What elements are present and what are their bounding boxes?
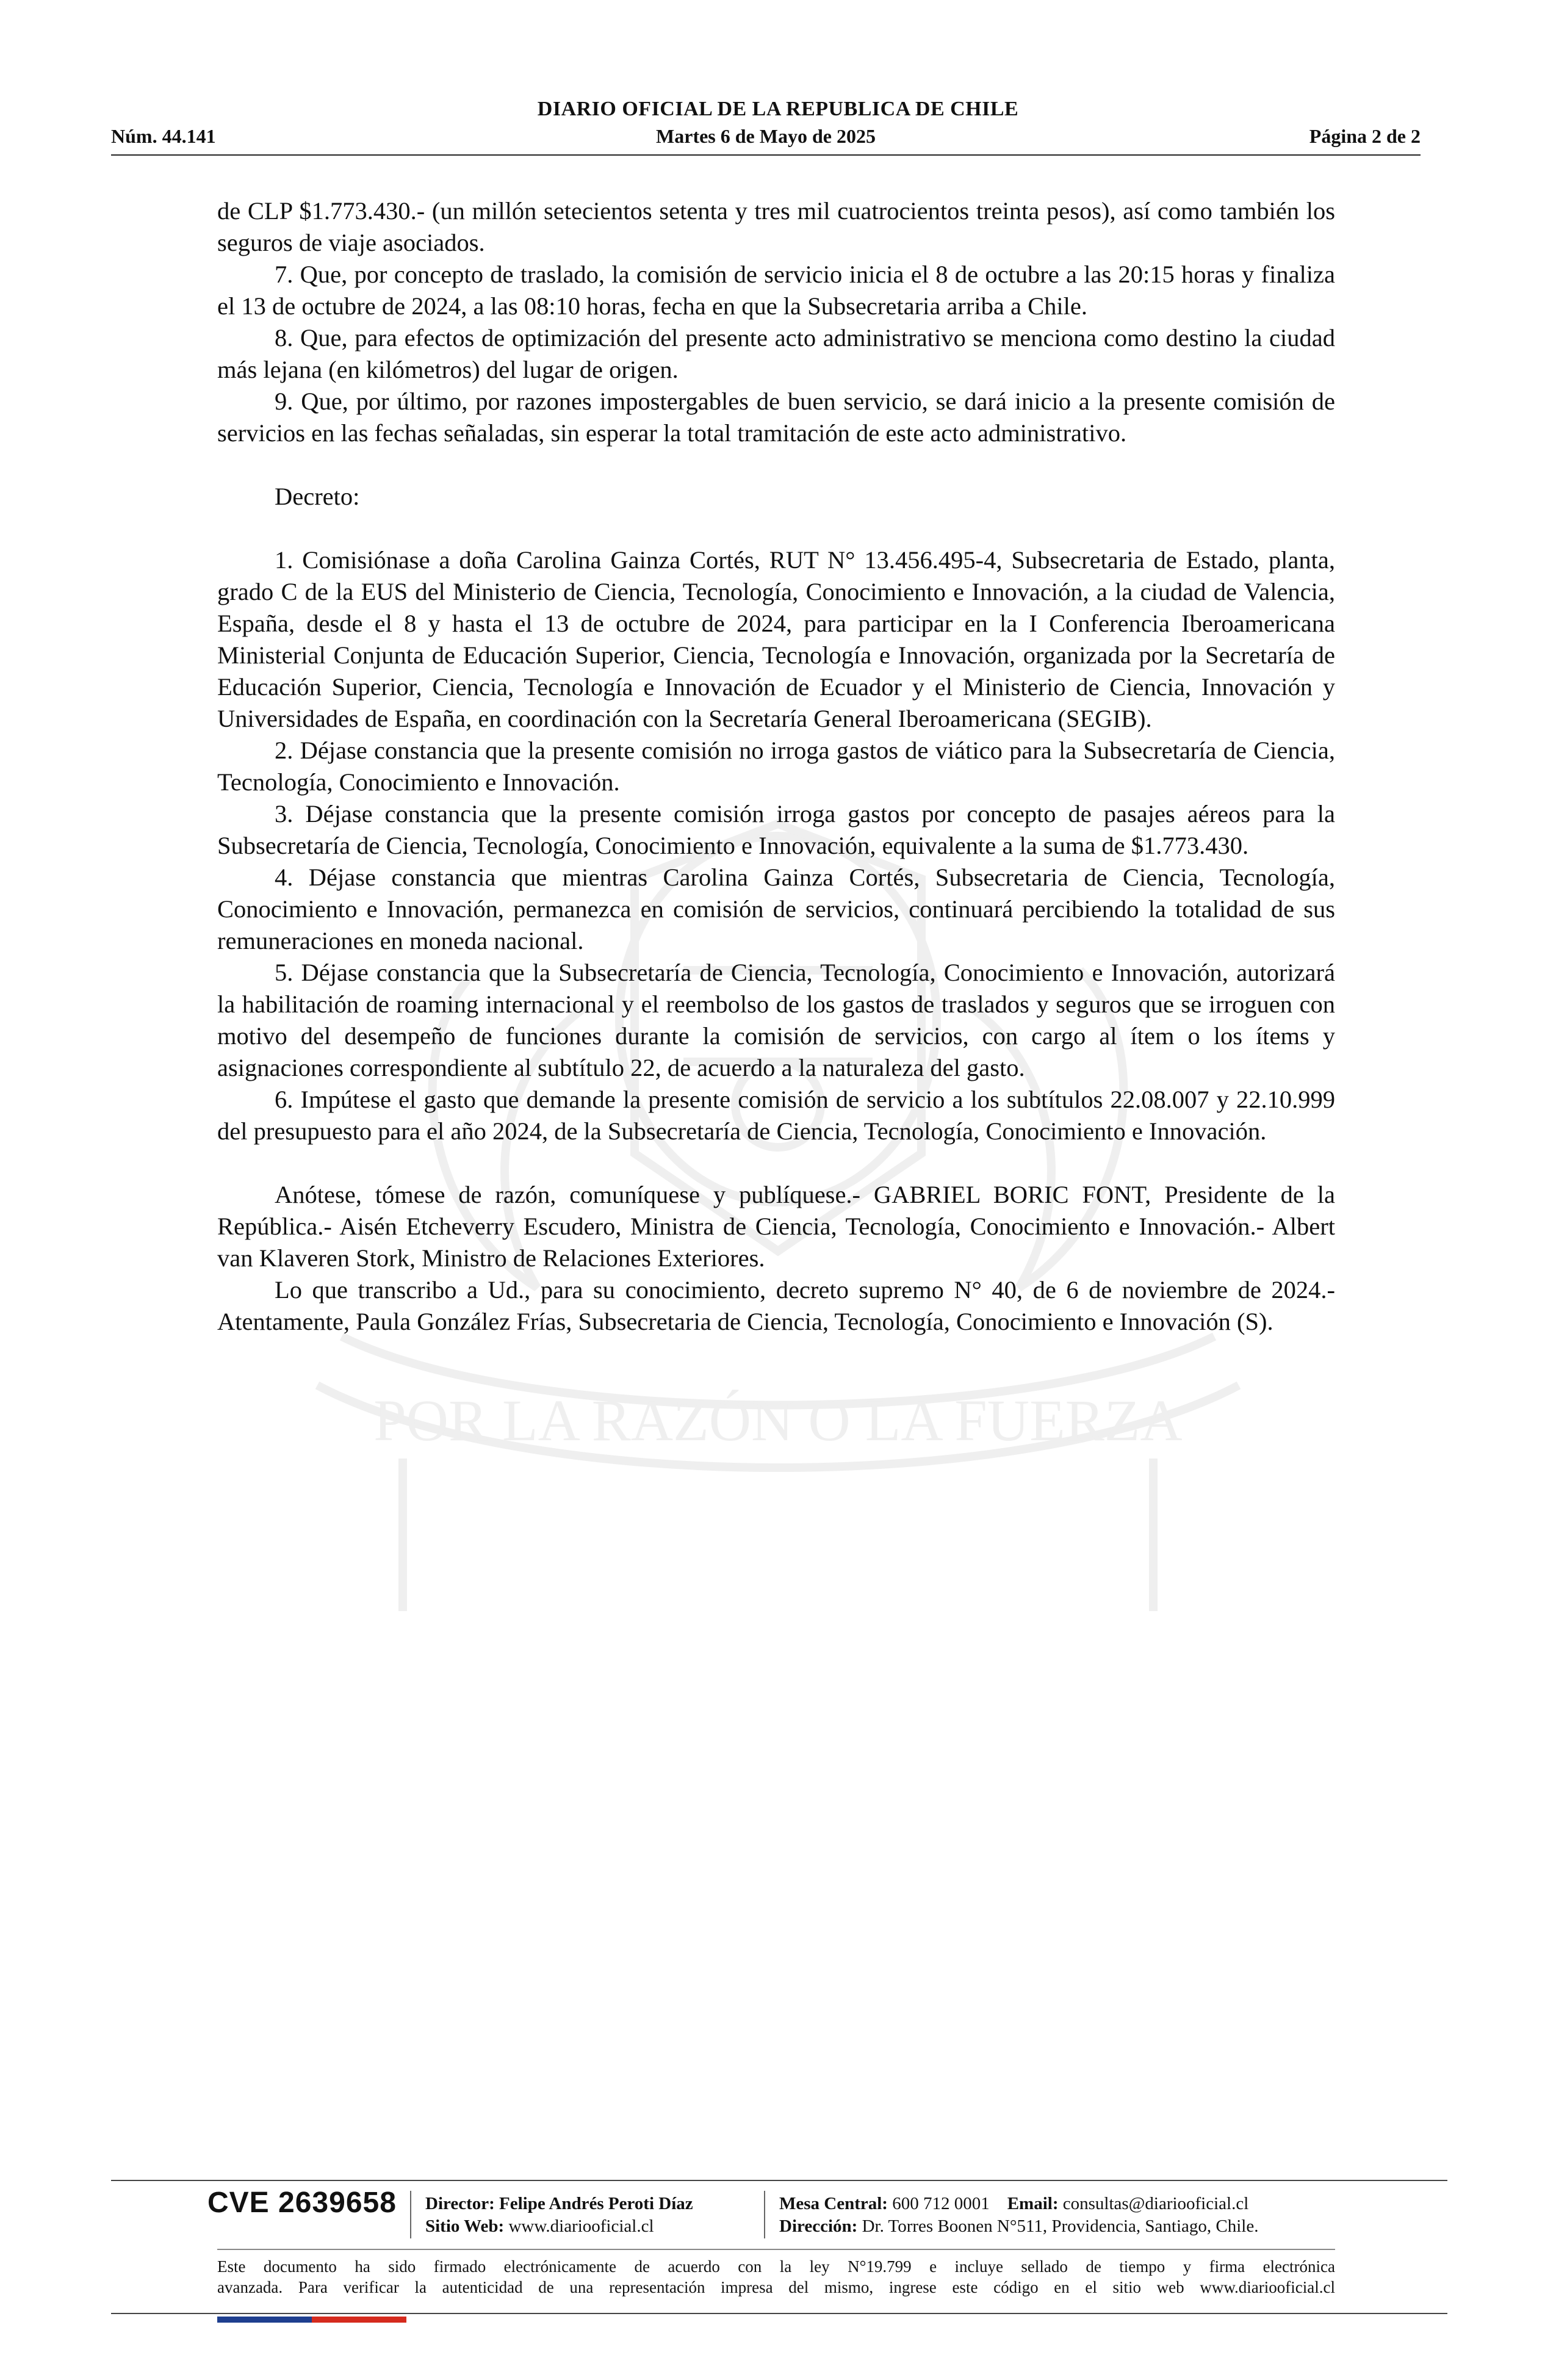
director-name: Felipe Andrés Peroti Díaz [499, 2194, 693, 2213]
address-label: Dirección: [779, 2216, 858, 2236]
director-label: Director: [425, 2194, 495, 2213]
footer-divider-bottom [111, 2313, 1447, 2314]
website-link[interactable]: www.diariooficial.cl [508, 2216, 654, 2236]
decreto-heading: Decreto: [275, 483, 360, 510]
motto-text: POR LA RAZÓN O LA FUERZA [373, 1388, 1183, 1453]
article-3: 3. Déjase constancia que la presente comisión irroga gastos por concepto de pasajes aéreos para la Subsecretaría de Ciencia, Tecnología, Conocimiento e Innovación, equivalente a la suma de $1.773.430. [217, 800, 1335, 859]
considerando-9: 9. Que, por último, por razones impostergables de buen servicio, se dará inicio a la presente comisión de servicios en las fechas señaladas, sin esperar la total tramitación de este acto administrativo. [217, 388, 1335, 447]
phone-label: Mesa Central: [779, 2194, 888, 2213]
newspaper-title: DIARIO OFICIAL DE LA REPUBLICA DE CHILE [537, 98, 1019, 120]
footer-separator [410, 2191, 411, 2238]
considerando-7: 7. Que, por concepto de traslado, la comisión de servicio inicia el 8 de octubre a las 20:15 horas y finaliza el 13 de octubre de 2024, a las 08:10 horas, fecha en que la Subsecretaria arriba a Chile. [217, 261, 1335, 320]
issue-number: Núm. 44.141 [111, 125, 216, 147]
transcription-note: Lo que transcribo a Ud., para su conocimiento, decreto supremo N° 40, de 6 de noviembre de 2024.- Atentamente, Paula González Frías, Subsecretaria de Ciencia, Tecnología, Conocimiento e Innovación (S). [217, 1276, 1335, 1335]
flag-blue-stripe [217, 2317, 312, 2323]
issue-date: Martes 6 de Mayo de 2025 [656, 125, 876, 147]
article-5: 5. Déjase constancia que la Subsecretaría de Ciencia, Tecnología, Conocimiento e Innovación, autorizará la habilitación de roaming internacional y el reembolso de los gastos de traslados y seguros que se irroguen con motivo del desempeño de funciones durante la comisión de servicios, con cargo al ítem o los ítems y asignaciones correspondiente al subtítulo 22, de acuerdo a la naturaleza del gasto. [217, 959, 1335, 1081]
header-divider [111, 154, 1421, 156]
paragraph-continuation: de CLP $1.773.430.- (un millón setecientos setenta y tres mil cuatrocientos treinta pesos), así como también los seguros de viaje asociados. [217, 197, 1335, 256]
article-1: 1. Comisiónase a doña Carolina Gainza Cortés, RUT N° 13.456.495-4, Subsecretaria de Estado, planta, grado C de la EUS del Ministerio de Ciencia, Tecnología, Conocimiento e Innovación, a la ciudad de Valencia, España, desde el 8 y hasta el 13 de octubre de 2024, para participar en la I Conferencia Iberoamericana Ministerial Conjunta de Educación Superior, Ciencia, Tecnología e Innovación, organizada por la Secretaría de Educación Superior, Ciencia, Tecnología e Innovación de Ecuador y el Ministerio de Ciencia, Innovación y Universidades de España, en coordinación con la Secretaría General Iberoamericana (SEGIB). [217, 546, 1335, 732]
header-row [111, 125, 1421, 152]
footer-divider-middle [217, 2249, 1335, 2250]
article-4: 4. Déjase constancia que mientras Carolina Gainza Cortés, Subsecretaria de Ciencia, Tecnología, Conocimiento e Innovación, permanezca en comisión de servicios, continuará percibiendo la totalidad de sus remuneraciones en moneda nacional. [217, 864, 1335, 954]
email-label: Email: [1007, 2194, 1059, 2213]
flag-red-stripe [312, 2317, 406, 2323]
article-2: 2. Déjase constancia que la presente comisión no irroga gastos de viático para la Subsecretaría de Ciencia, Tecnología, Conocimiento e Innovación. [217, 737, 1335, 796]
closing-signatures: Anótese, tómese de razón, comuníquese y publíquese.- GABRIEL BORIC FONT, Presidente de la República.- Aisén Etcheverry Escudero, Ministra de Ciencia, Tecnología, Conocimiento e Innovación.- Albert van Klaveren Stork, Ministro de Relaciones Exteriores. [217, 1181, 1335, 1272]
contact-block [779, 2193, 1258, 2238]
footer-divider-top [111, 2180, 1447, 2181]
article-6: 6. Impútese el gasto que demande la presente comisión de servicio a los subtítulos 22.08.007 y 22.10.999 del presupuesto para el año 2024, de la Subsecretaría de Ciencia, Tecnología, Conocimiento e Innovación. [217, 1086, 1335, 1145]
signature-notice-line: avanzada. Para verificar la autenticidad de una representación impresa del mismo, ingrese este código en el sitio web www.diariooficial.cl [217, 2278, 1335, 2296]
cve-code: CVE 2639658 [207, 2187, 397, 2219]
considerando-8: 8. Que, para efectos de optimización del presente acto administrativo se menciona como destino la ciudad más lejana (en kilómetros) del lugar de origen. [217, 324, 1335, 383]
chile-flag-stripe [217, 2317, 406, 2323]
signature-notice [217, 2256, 1335, 2298]
signature-notice-line: Este documento ha sido firmado electrónicamente de acuerdo con la ley N°19.799 e incluye sellado de tiempo y firma electrónica [217, 2257, 1335, 2276]
footer-separator [764, 2191, 765, 2238]
website-label: Sitio Web: [425, 2216, 505, 2236]
phone-number: 600 712 0001 [892, 2194, 990, 2213]
director-block [425, 2193, 693, 2238]
document-body [217, 195, 1335, 1338]
address-text: Dr. Torres Boonen N°511, Providencia, Santiago, Chile. [862, 2216, 1259, 2236]
email-link[interactable]: consultas@diariooficial.cl [1062, 2194, 1249, 2213]
page-indicator: Página 2 de 2 [1309, 125, 1421, 147]
